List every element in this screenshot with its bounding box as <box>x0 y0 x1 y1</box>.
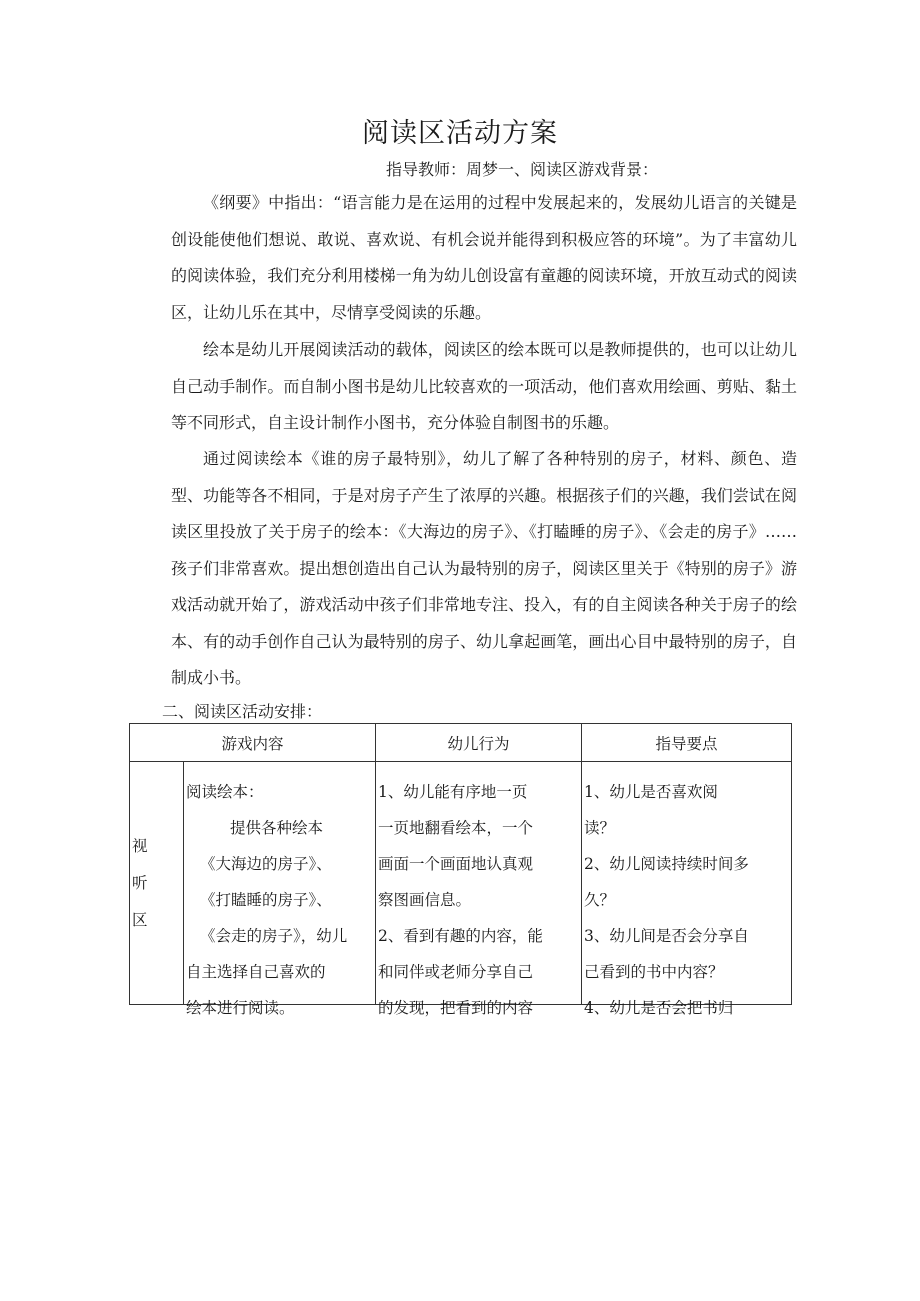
guidance-points-cell <box>582 762 792 1017</box>
behavior-line: 一页地翻看绘本，一个 <box>378 819 534 837</box>
guidance-line: 1、幼儿是否喜欢阅 <box>584 783 718 801</box>
section-heading: 二、阅读区活动安排： <box>162 702 323 721</box>
content-line: 提供各种绘本 <box>230 819 324 837</box>
guidance-line: 久？ <box>584 891 616 909</box>
content-line: 阅读绘本： <box>186 783 264 801</box>
guidance-line: 读？ <box>584 819 616 837</box>
area-label-cell <box>130 762 184 1005</box>
guidance-line: 3、幼儿间是否会分享自 <box>584 927 749 945</box>
child-behavior-cell <box>376 762 582 1017</box>
game-content-cell <box>184 762 376 1017</box>
guidance-line: 4、幼儿是否会把书归 <box>584 999 734 1017</box>
guidance-line: 2、幼儿阅读持续时间多 <box>584 855 749 873</box>
area-label-char: 视 <box>132 836 148 855</box>
document-subtitle: 指导教师：周梦一、阅读区游戏背景： <box>386 160 659 179</box>
header-child-behavior: 幼儿行为 <box>376 724 582 762</box>
area-label-char: 区 <box>132 910 148 929</box>
table-header-row <box>130 724 792 762</box>
behavior-line: 的发现，把看到的内容 <box>378 999 534 1017</box>
content-line: 绘本进行阅读。 <box>186 999 295 1017</box>
document-title: 阅读区活动方案 <box>362 118 558 149</box>
guidance-line: 己看到的书中内容？ <box>584 963 724 981</box>
background-paragraph-1: 《纲要》中指出：“语言能力是在运用的过程中发展起来的，发展幼儿语言的关键是创设能使他们想说、敢说、喜欢说、有机会说并能得到积极应答的环境”。为了丰富幼儿的阅读体验，我们充分利用楼梯一角为幼儿创设富有童趣的阅读环境，开放互动式的阅读区，让幼儿乐在其中，尽情享受阅读的乐趣。 <box>171 193 797 322</box>
table-row <box>130 762 792 1005</box>
header-guidance-points: 指导要点 <box>582 724 792 762</box>
content-line: 《打瞌睡的房子》、 <box>200 891 332 909</box>
background-paragraph-2: 绘本是幼儿开展阅读活动的载体，阅读区的绘本既可以是教师提供的，也可以让幼儿自己动手制作。而自制小图书是幼儿比较喜欢的一项活动，他们喜欢用绘画、剪贴、黏土等不同形式，自主设计制作小图书，充分体验自制图书的乐趣。 <box>171 340 797 432</box>
behavior-line: 察图画信息。 <box>378 891 472 909</box>
behavior-line: 1、幼儿能有序地一页 <box>378 783 528 801</box>
content-line: 《会走的房子》，幼儿 <box>200 927 348 945</box>
content-line: 《大海边的房子》、 <box>200 855 332 873</box>
activity-table <box>129 723 792 1017</box>
background-paragraph-3: 通过阅读绘本《谁的房子最特别》，幼儿了解了各种特别的房子，材料、颜色、造型、功能等各不相同，于是对房子产生了浓厚的兴趣。根据孩子们的兴趣，我们尝试在阅读区里投放了关于房子的绘本：《大海边的房子》、《打瞌睡的房子》、《会走的房子》……孩子们非常喜欢。提出想创造出自己认为最特别的房子，阅读区里关于《特别的房子》游戏活动就开始了，游戏活动中孩子们非常地专注、投入，有的自主阅读各种关于房子的绘本、有的动手创作自己认为最特别的房子、幼儿拿起画笔，画出心目中最特别的房子，自制成小书。 <box>171 449 797 687</box>
content-line: 自主选择自己喜欢的 <box>186 963 326 981</box>
behavior-line: 2、看到有趣的内容，能 <box>378 927 543 945</box>
area-label-char: 听 <box>132 873 148 892</box>
behavior-line: 画面一个画面地认真观 <box>378 855 534 873</box>
behavior-line: 和同伴或老师分享自己 <box>378 963 534 981</box>
header-game-content: 游戏内容 <box>130 724 376 762</box>
